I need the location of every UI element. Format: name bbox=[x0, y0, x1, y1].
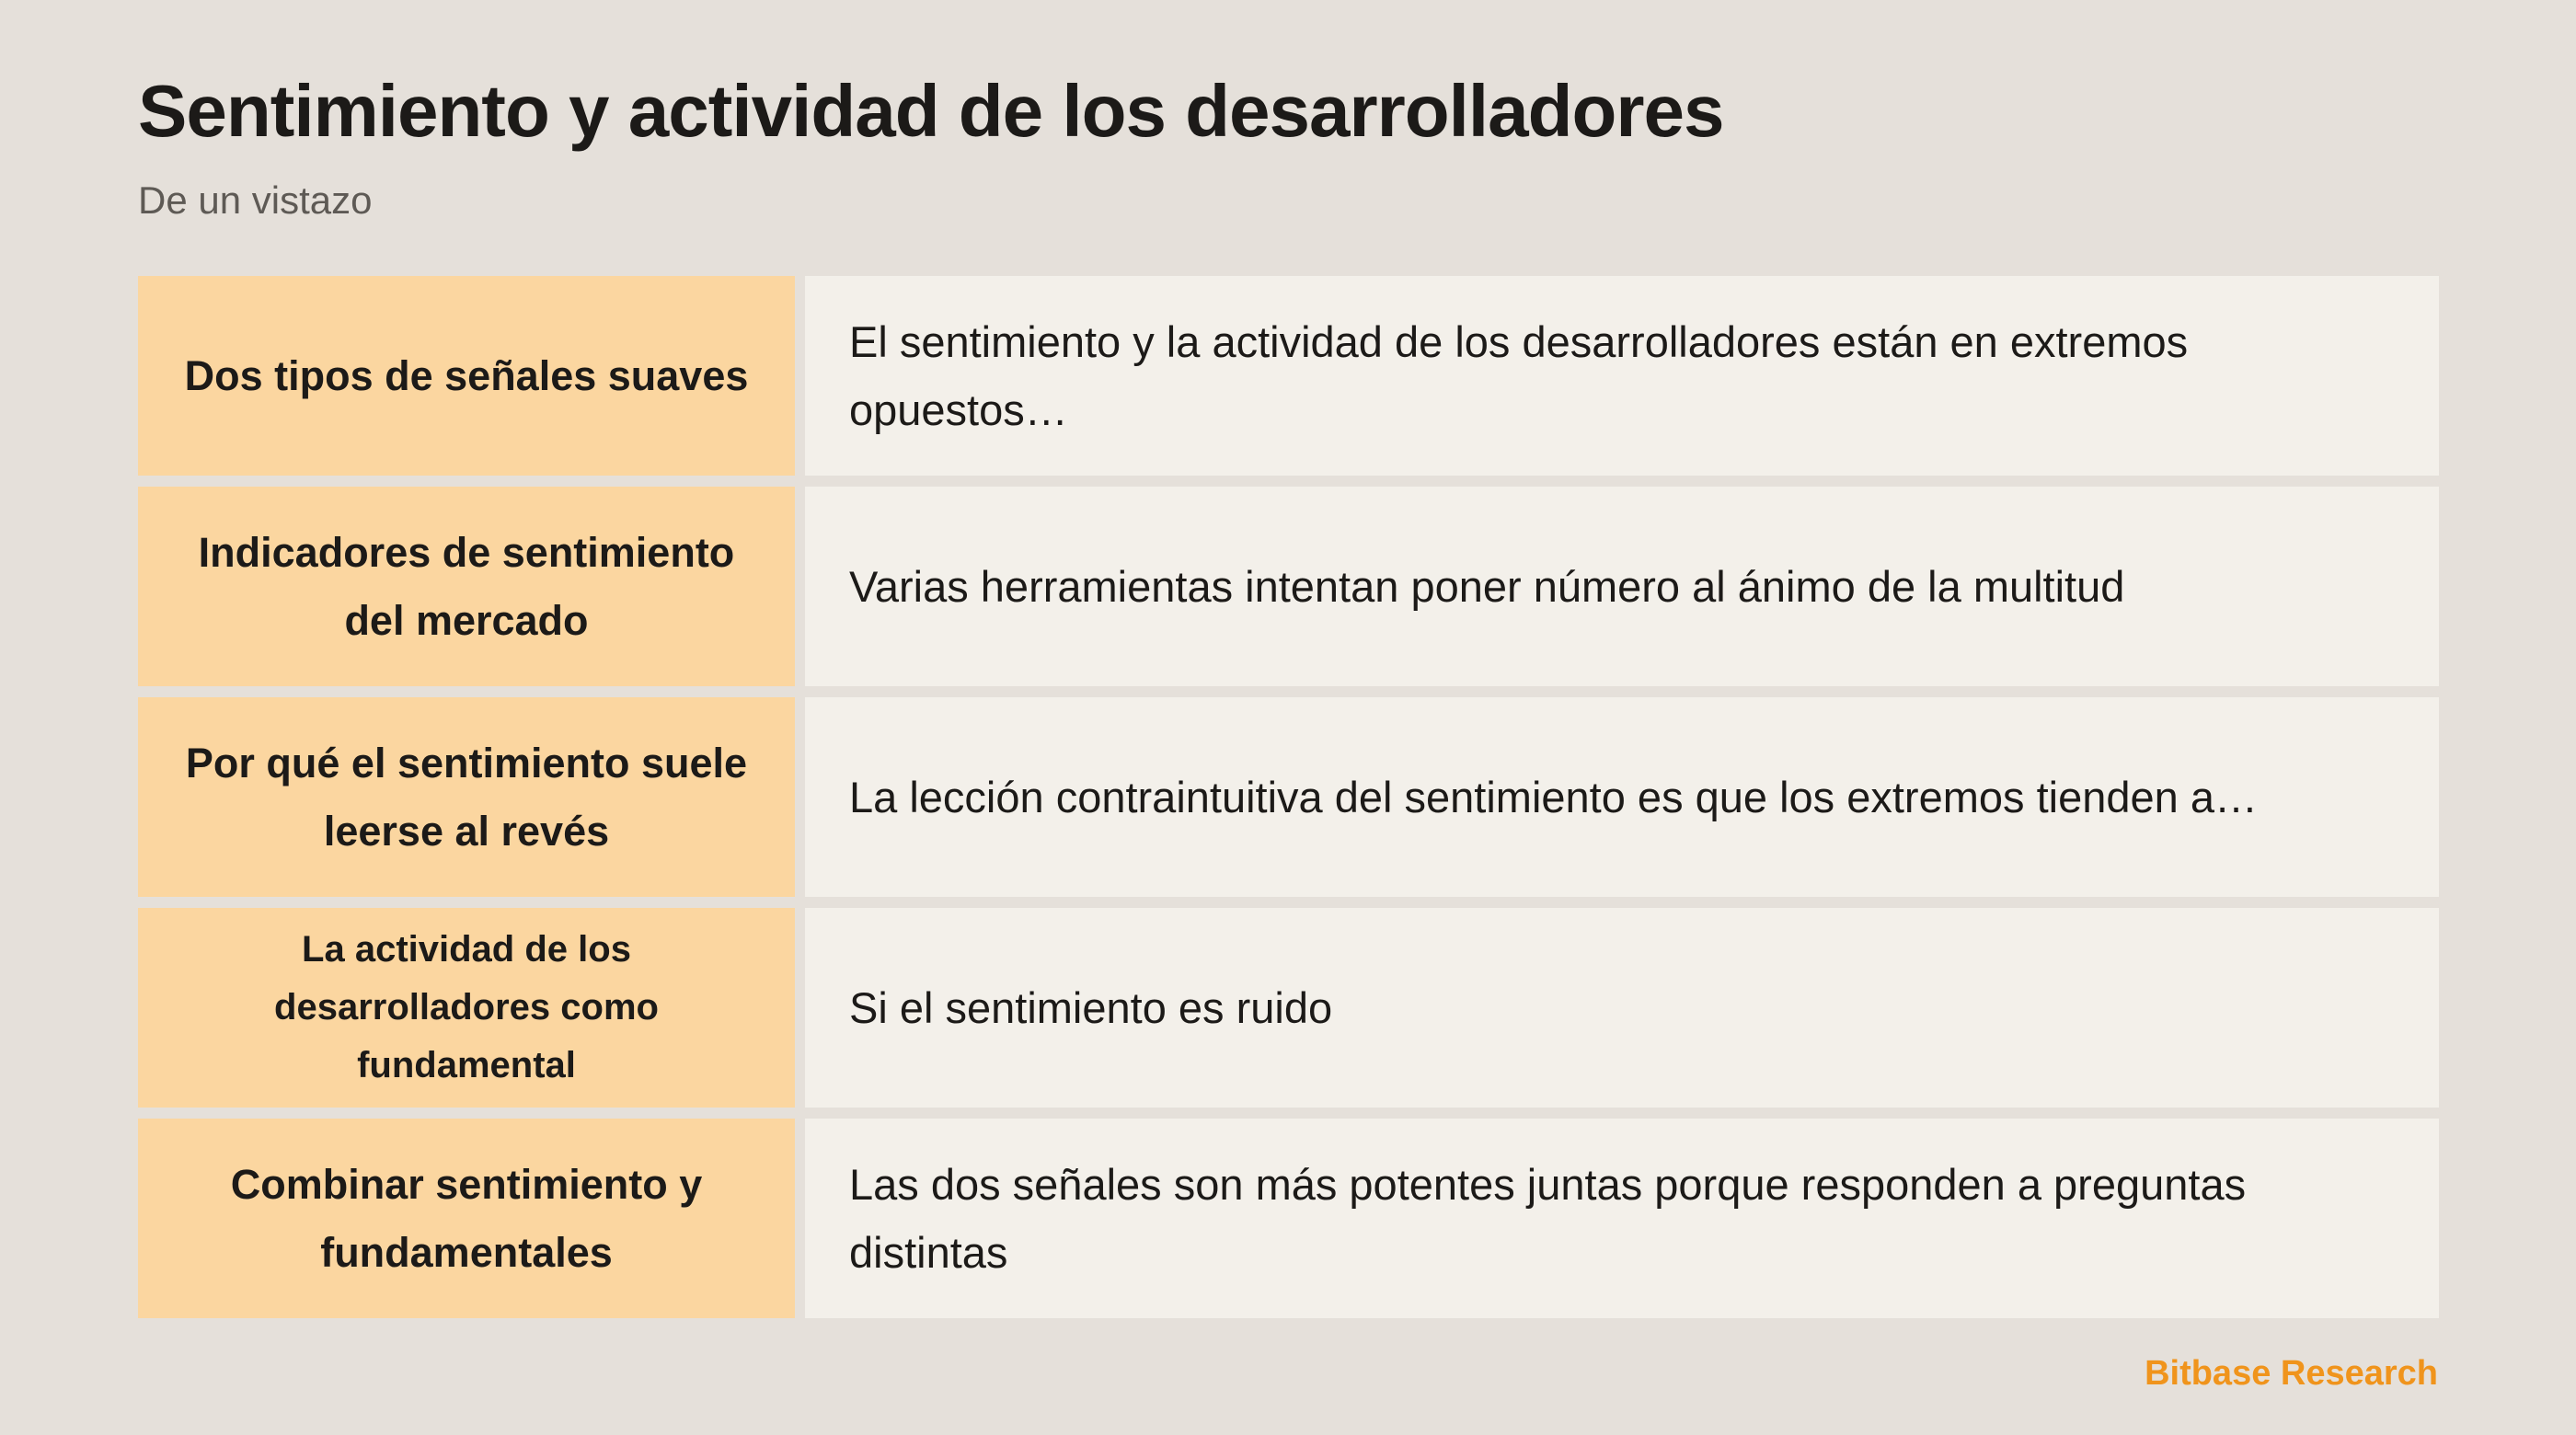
row-value: La lección contraintuitiva del sentimiento es que los extremos tienden a… bbox=[849, 772, 2258, 821]
row-label: Combinar sentimiento y fundamentales bbox=[230, 1160, 703, 1276]
row-label: La actividad de los desarrolladores como fundamental bbox=[274, 929, 659, 1085]
row-value: Varias herramientas intentan poner número al ánimo de la multitud bbox=[849, 561, 2125, 611]
footer-brand: Bitbase Research bbox=[2145, 1354, 2438, 1393]
row-label-cell bbox=[138, 276, 795, 476]
row-value-cell bbox=[805, 487, 2439, 686]
row-label: Por qué el sentimiento suele leerse al revés bbox=[185, 739, 748, 855]
table-row bbox=[138, 487, 2439, 686]
page-title: Sentimiento y actividad de los desarrolladores bbox=[138, 70, 1724, 152]
table-row bbox=[138, 276, 2439, 476]
row-value: Si el sentimiento es ruido bbox=[849, 982, 1333, 1032]
row-value-cell bbox=[805, 276, 2439, 476]
row-label: Dos tipos de señales suaves bbox=[184, 351, 749, 399]
table-row bbox=[138, 697, 2439, 897]
row-label-cell bbox=[138, 1119, 795, 1318]
row-label-cell bbox=[138, 487, 795, 686]
row-value-cell bbox=[805, 697, 2439, 897]
row-value-cell bbox=[805, 908, 2439, 1108]
row-value: Las dos señales son más potentes juntas porque responden a preguntas distintas bbox=[849, 1159, 2247, 1277]
row-value-cell bbox=[805, 1119, 2439, 1318]
row-label-cell bbox=[138, 697, 795, 897]
row-label: Indicadores de sentimiento del mercado bbox=[198, 528, 735, 644]
row-label-cell bbox=[138, 908, 795, 1108]
page-subtitle: De un vistazo bbox=[138, 178, 373, 222]
table-row bbox=[138, 1119, 2439, 1318]
table-row bbox=[138, 908, 2439, 1108]
summary-table bbox=[138, 276, 2439, 1318]
row-value: El sentimiento y la actividad de los desarrolladores están en extremos opuestos… bbox=[849, 316, 2189, 434]
